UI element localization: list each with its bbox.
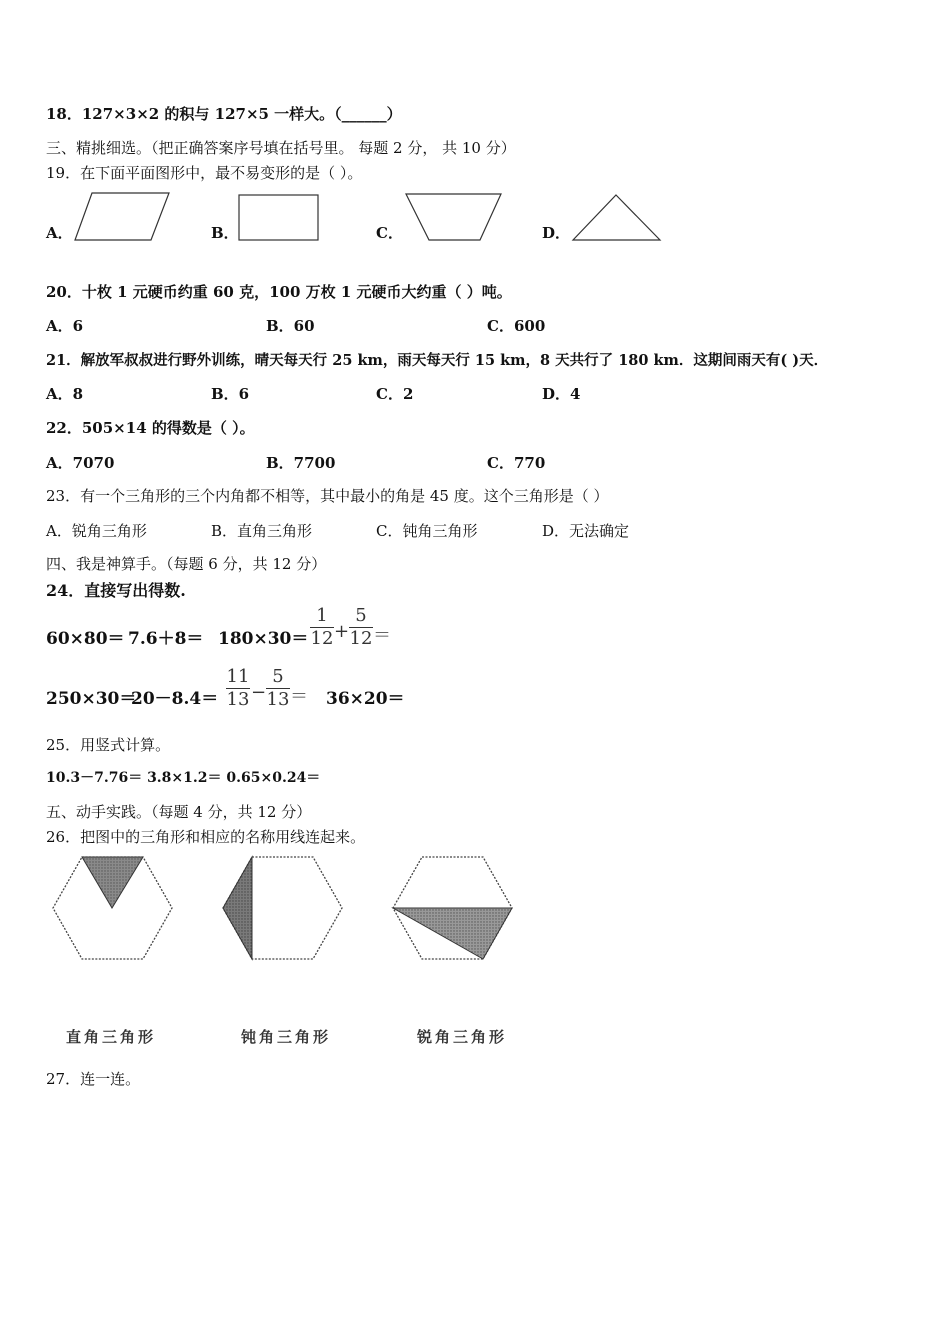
q20-option-a[interactable]: A．6 bbox=[46, 317, 84, 335]
q24-calc-6: 36×20＝ bbox=[326, 689, 405, 709]
question-25-items: 10.3－7.76＝ 3.8×1.2＝ 0.65×0.24＝ bbox=[46, 770, 321, 786]
q24-calc-3: 180×30＝ bbox=[218, 629, 309, 649]
question-26-stem: 26．把图中的三角形和相应的名称用线连起来。 bbox=[46, 828, 366, 846]
q22-option-b[interactable]: B．7700 bbox=[266, 454, 336, 472]
q21-option-b[interactable]: B．6 bbox=[211, 385, 250, 403]
hexagon-figure-3 bbox=[390, 855, 515, 965]
question-20-stem: 20．十枚 1 元硬币约重 60 克，100 万枚 1 元硬币大约重（ ）吨。 bbox=[46, 283, 512, 301]
fraction-denominator: 13 bbox=[226, 689, 250, 710]
q24-fraction-1-b bbox=[349, 606, 373, 649]
question-21-stem: 21．解放军叔叔进行野外训练，晴天每天行 25 km，雨天每天行 15 km，8 天共行了 180 km．这期间雨天有( )天． bbox=[46, 352, 829, 369]
q24-calc-5: 20－8.4＝ bbox=[131, 689, 219, 709]
q21-option-c[interactable]: C．2 bbox=[376, 385, 414, 403]
section-4-heading: 四、我是神算手。（每题 6 分，共 12 分） bbox=[46, 555, 327, 573]
question-23-stem: 23．有一个三角形的三个内角都不相等，其中最小的角是 45 度。这个三角形是（ ） bbox=[46, 487, 609, 505]
triangle-shape bbox=[572, 194, 662, 242]
q24-fraction-1-a bbox=[310, 606, 334, 649]
fraction-denominator: 12 bbox=[349, 628, 373, 649]
parallelogram-shape bbox=[74, 192, 170, 242]
fraction-numerator: 1 bbox=[316, 605, 328, 626]
section-5-heading: 五、动手实践。（每题 4 分，共 12 分） bbox=[46, 803, 312, 821]
q22-option-a[interactable]: A．7070 bbox=[46, 454, 115, 472]
fraction-numerator: 11 bbox=[226, 666, 250, 687]
q23-option-a[interactable]: A．锐角三角形 bbox=[46, 522, 147, 540]
question-18: 18．127×3×2 的积与 127×5 一样大。（______） bbox=[46, 105, 402, 123]
question-19-stem: 19．在下面平面图形中，最不易变形的是（ ）。 bbox=[46, 164, 363, 182]
fraction-denominator: 12 bbox=[310, 628, 334, 649]
hexagon-figure-1 bbox=[50, 855, 175, 965]
minus-sign: − bbox=[251, 682, 267, 703]
section-3-heading: 三、精挑细选。（把正确答案序号填在括号里。 每题 2 分， 共 10 分） bbox=[46, 139, 516, 157]
q24-fraction-2-b bbox=[266, 667, 290, 710]
q19-option-b[interactable]: B． bbox=[211, 224, 239, 242]
fraction-numerator: 5 bbox=[272, 666, 284, 687]
question-22-stem: 22．505×14 的得数是（ ）。 bbox=[46, 419, 255, 437]
q24-calc-4: 250×30＝ bbox=[46, 689, 137, 709]
q23-option-d[interactable]: D．无法确定 bbox=[542, 522, 630, 540]
rectangle-shape bbox=[238, 194, 320, 242]
q20-option-c[interactable]: C．600 bbox=[487, 317, 546, 335]
q24-fraction-2-a bbox=[226, 667, 250, 710]
question-27: 27．连一连。 bbox=[46, 1070, 141, 1088]
fraction-denominator: 13 bbox=[266, 689, 290, 710]
q19-option-d[interactable]: D． bbox=[542, 224, 571, 242]
q22-option-c[interactable]: C．770 bbox=[487, 454, 546, 472]
plus-sign: + bbox=[334, 621, 350, 642]
question-24-stem: 24．直接写出得数. bbox=[46, 581, 186, 600]
q19-option-c[interactable]: C． bbox=[376, 224, 403, 242]
q23-option-b[interactable]: B．直角三角形 bbox=[211, 522, 313, 540]
label-right-triangle[interactable]: 直角三角形 bbox=[66, 1028, 157, 1046]
label-acute-triangle[interactable]: 锐角三角形 bbox=[417, 1028, 508, 1046]
q21-option-a[interactable]: A．8 bbox=[46, 385, 84, 403]
equals-sign: ＝ bbox=[373, 625, 391, 646]
label-obtuse-triangle[interactable]: 钝角三角形 bbox=[241, 1028, 332, 1046]
hexagon-figure-2 bbox=[220, 855, 345, 965]
fraction-numerator: 5 bbox=[355, 605, 367, 626]
q24-calc-2: 7.6＋8＝ bbox=[128, 629, 204, 649]
trapezoid-shape bbox=[405, 193, 503, 243]
q21-option-d[interactable]: D．4 bbox=[542, 385, 581, 403]
q24-calc-1: 60×80＝ bbox=[46, 629, 125, 649]
q20-option-b[interactable]: B．60 bbox=[266, 317, 315, 335]
q19-option-a[interactable]: A． bbox=[46, 224, 73, 242]
equals-sign: ＝ bbox=[290, 686, 308, 707]
question-25-stem: 25．用竖式计算。 bbox=[46, 736, 171, 754]
q23-option-c[interactable]: C．钝角三角形 bbox=[376, 522, 478, 540]
